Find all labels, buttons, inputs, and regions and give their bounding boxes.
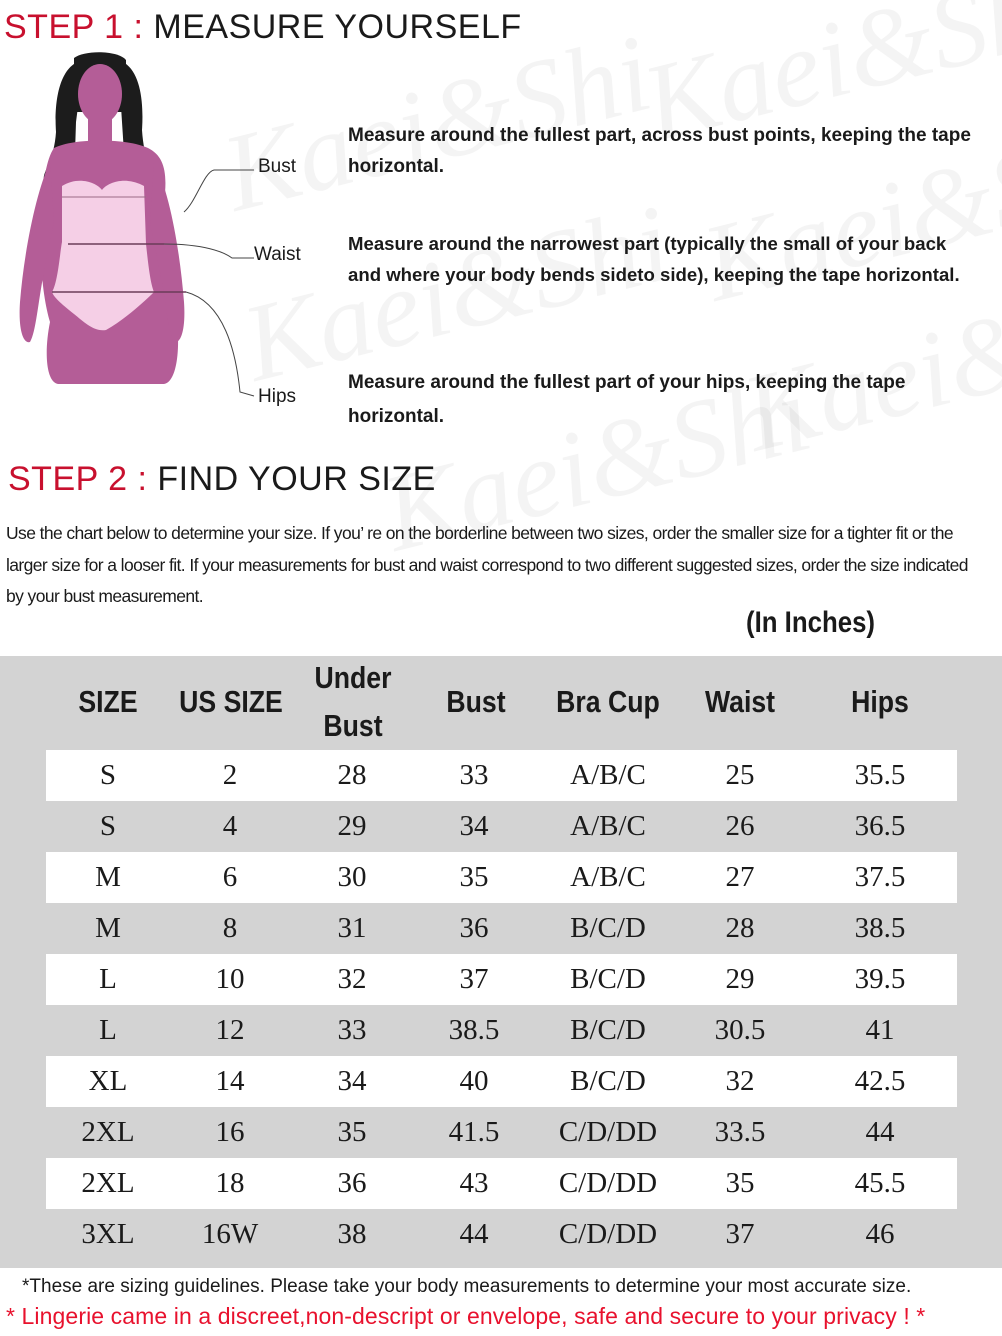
table-cell: 37 [459, 963, 489, 995]
table-cell: 27 [725, 861, 755, 893]
table-cell: A/B/C [570, 759, 646, 791]
table-cell: 37 [725, 1218, 755, 1250]
table-cell: 44 [459, 1218, 489, 1250]
table-cell: 28 [337, 759, 367, 791]
table-cell: 4 [222, 810, 238, 842]
header-bust: Bust [446, 684, 506, 719]
table-header [0, 656, 1002, 748]
table-cell: 2XL [81, 1116, 135, 1148]
table-cell: 29 [337, 810, 367, 842]
table-cell: 3XL [81, 1218, 135, 1250]
table-row [46, 903, 957, 954]
sizing-footnote: *These are sizing guidelines. Please take your body measurements to determine your most accurate size. [22, 1276, 912, 1297]
header-hips: Hips [851, 684, 909, 719]
intro-line: larger size for a looser fit. If your measurements for bust and waist correspond to two different suggested sizes, order the size indicated [6, 554, 968, 575]
table-cell: 26 [725, 810, 755, 842]
table-cell: 36 [459, 912, 489, 944]
hips-description-line: horizontal. [348, 406, 445, 427]
body-silhouette-icon [14, 52, 314, 422]
table-row [46, 750, 957, 801]
table-cell: M [95, 861, 121, 893]
table-cell: C/D/DD [558, 1116, 658, 1148]
table-cell: S [99, 810, 117, 842]
header-size: SIZE [78, 684, 138, 719]
table-cell: 18 [215, 1167, 245, 1199]
table-cell: 2XL [81, 1167, 135, 1199]
table-cell: 36.5 [854, 810, 906, 842]
table-cell: B/C/D [570, 912, 646, 944]
table-row [46, 1107, 957, 1158]
table-cell: B/C/D [570, 963, 646, 995]
table-cell: 10 [215, 963, 245, 995]
table-cell: 12 [215, 1014, 245, 1046]
table-cell: 38 [337, 1218, 367, 1250]
table-cell: 16 [215, 1116, 245, 1148]
header-us-size: US SIZE [179, 684, 283, 719]
table-row [46, 1056, 957, 1107]
table-cell: C/D/DD [558, 1167, 658, 1199]
table-row [46, 954, 957, 1005]
body-figure [14, 52, 314, 422]
table-cell: 34 [337, 1065, 367, 1097]
table-cell: L [99, 1014, 117, 1046]
table-cell: S [99, 759, 117, 791]
table-cell: 35.5 [854, 759, 906, 791]
table-cell: A/B/C [570, 861, 646, 893]
intro-line: Use the chart below to determine your size. If you’ re on the borderline between two sizes, order the smaller size for a tighter fit or the [6, 523, 954, 543]
table-cell: 14 [215, 1065, 245, 1097]
table-cell: L [99, 963, 117, 995]
table-cell: A/B/C [570, 810, 646, 842]
bust-description [348, 120, 993, 182]
step2-title: FIND YOUR SIZE [157, 460, 436, 498]
header-under-bust-line: Under [314, 660, 392, 695]
waist-description-line: and where your body bends sideto side), keeping the tape horizontal. [348, 264, 960, 285]
table-cell: 39.5 [854, 963, 906, 995]
table-cell: 35 [459, 861, 489, 893]
table-row [46, 801, 957, 852]
table-cell: B/C/D [570, 1014, 646, 1046]
table-cell: 2 [222, 759, 238, 791]
step2-heading [8, 460, 436, 499]
header-bra-cup: Bra Cup [556, 684, 660, 719]
size-intro [6, 518, 996, 613]
unit-note: (In Inches) [746, 606, 876, 639]
table-cell: 25 [725, 759, 755, 791]
waist-description [348, 228, 998, 290]
header-under-bust [307, 656, 398, 748]
table-cell: 33 [337, 1014, 367, 1046]
table-cell: M [95, 912, 121, 944]
step2-number: STEP 2 : [8, 460, 148, 498]
hips-description [348, 366, 993, 434]
table-cell: 31 [337, 912, 367, 944]
table-cell: 33 [459, 759, 489, 791]
step1-heading [4, 8, 522, 47]
table-cell: 28 [725, 912, 755, 944]
privacy-note: * Lingerie came in a discreet,non-descript or envelope, safe and secure to your privacy ! * [6, 1303, 926, 1329]
table-row [46, 1158, 957, 1209]
table-cell: 37.5 [854, 861, 906, 893]
table-cell: 40 [459, 1065, 489, 1097]
table-row [46, 1005, 957, 1056]
table-cell: 34 [459, 810, 489, 842]
hips-description-line: Measure around the fullest part of your hips, keeping the tape [348, 372, 906, 393]
table-cell: C/D/DD [558, 1218, 658, 1250]
table-cell: 43 [459, 1167, 489, 1199]
table-cell: 41.5 [448, 1116, 500, 1148]
size-table [0, 656, 1002, 1268]
table-cell: B/C/D [570, 1065, 646, 1097]
table-cell: 29 [725, 963, 755, 995]
table-cell: 35 [725, 1167, 755, 1199]
table-cell: 38.5 [448, 1014, 500, 1046]
table-cell: 30.5 [714, 1014, 766, 1046]
table-cell: 41 [865, 1014, 895, 1046]
step1-title: MEASURE YOURSELF [153, 8, 522, 46]
bust-label: Bust [258, 156, 297, 177]
table-cell: 36 [337, 1167, 367, 1199]
table-cell: 16W [201, 1218, 259, 1250]
table-cell: 32 [725, 1065, 755, 1097]
step1-number: STEP 1 : [4, 8, 144, 46]
table-cell: 46 [865, 1218, 895, 1250]
table-cell: 35 [337, 1116, 367, 1148]
table-cell: 44 [865, 1116, 895, 1148]
table-cell: 42.5 [854, 1065, 906, 1097]
table-cell: 6 [222, 861, 238, 893]
intro-line: by your bust measurement. [6, 586, 204, 606]
table-cell: 32 [337, 963, 367, 995]
table-cell: XL [88, 1065, 128, 1097]
table-cell: 30 [337, 861, 367, 893]
table-cell: 8 [222, 912, 238, 944]
hips-label: Hips [258, 386, 297, 407]
table-cell: 38.5 [854, 912, 906, 944]
header-waist: Waist [704, 684, 776, 719]
table-cell: 45.5 [854, 1167, 906, 1199]
table-cell: 33.5 [714, 1116, 766, 1148]
waist-label: Waist [254, 244, 301, 265]
bust-description-line: Measure around the fullest part, across bust points, keeping the tape [348, 125, 971, 146]
table-row [46, 1209, 957, 1260]
table-row [46, 852, 957, 903]
waist-description-line: Measure around the narrowest part (typically the small of your back [348, 233, 947, 254]
bust-description-line: horizontal. [348, 156, 445, 177]
header-under-bust-line: Bust [323, 708, 383, 743]
